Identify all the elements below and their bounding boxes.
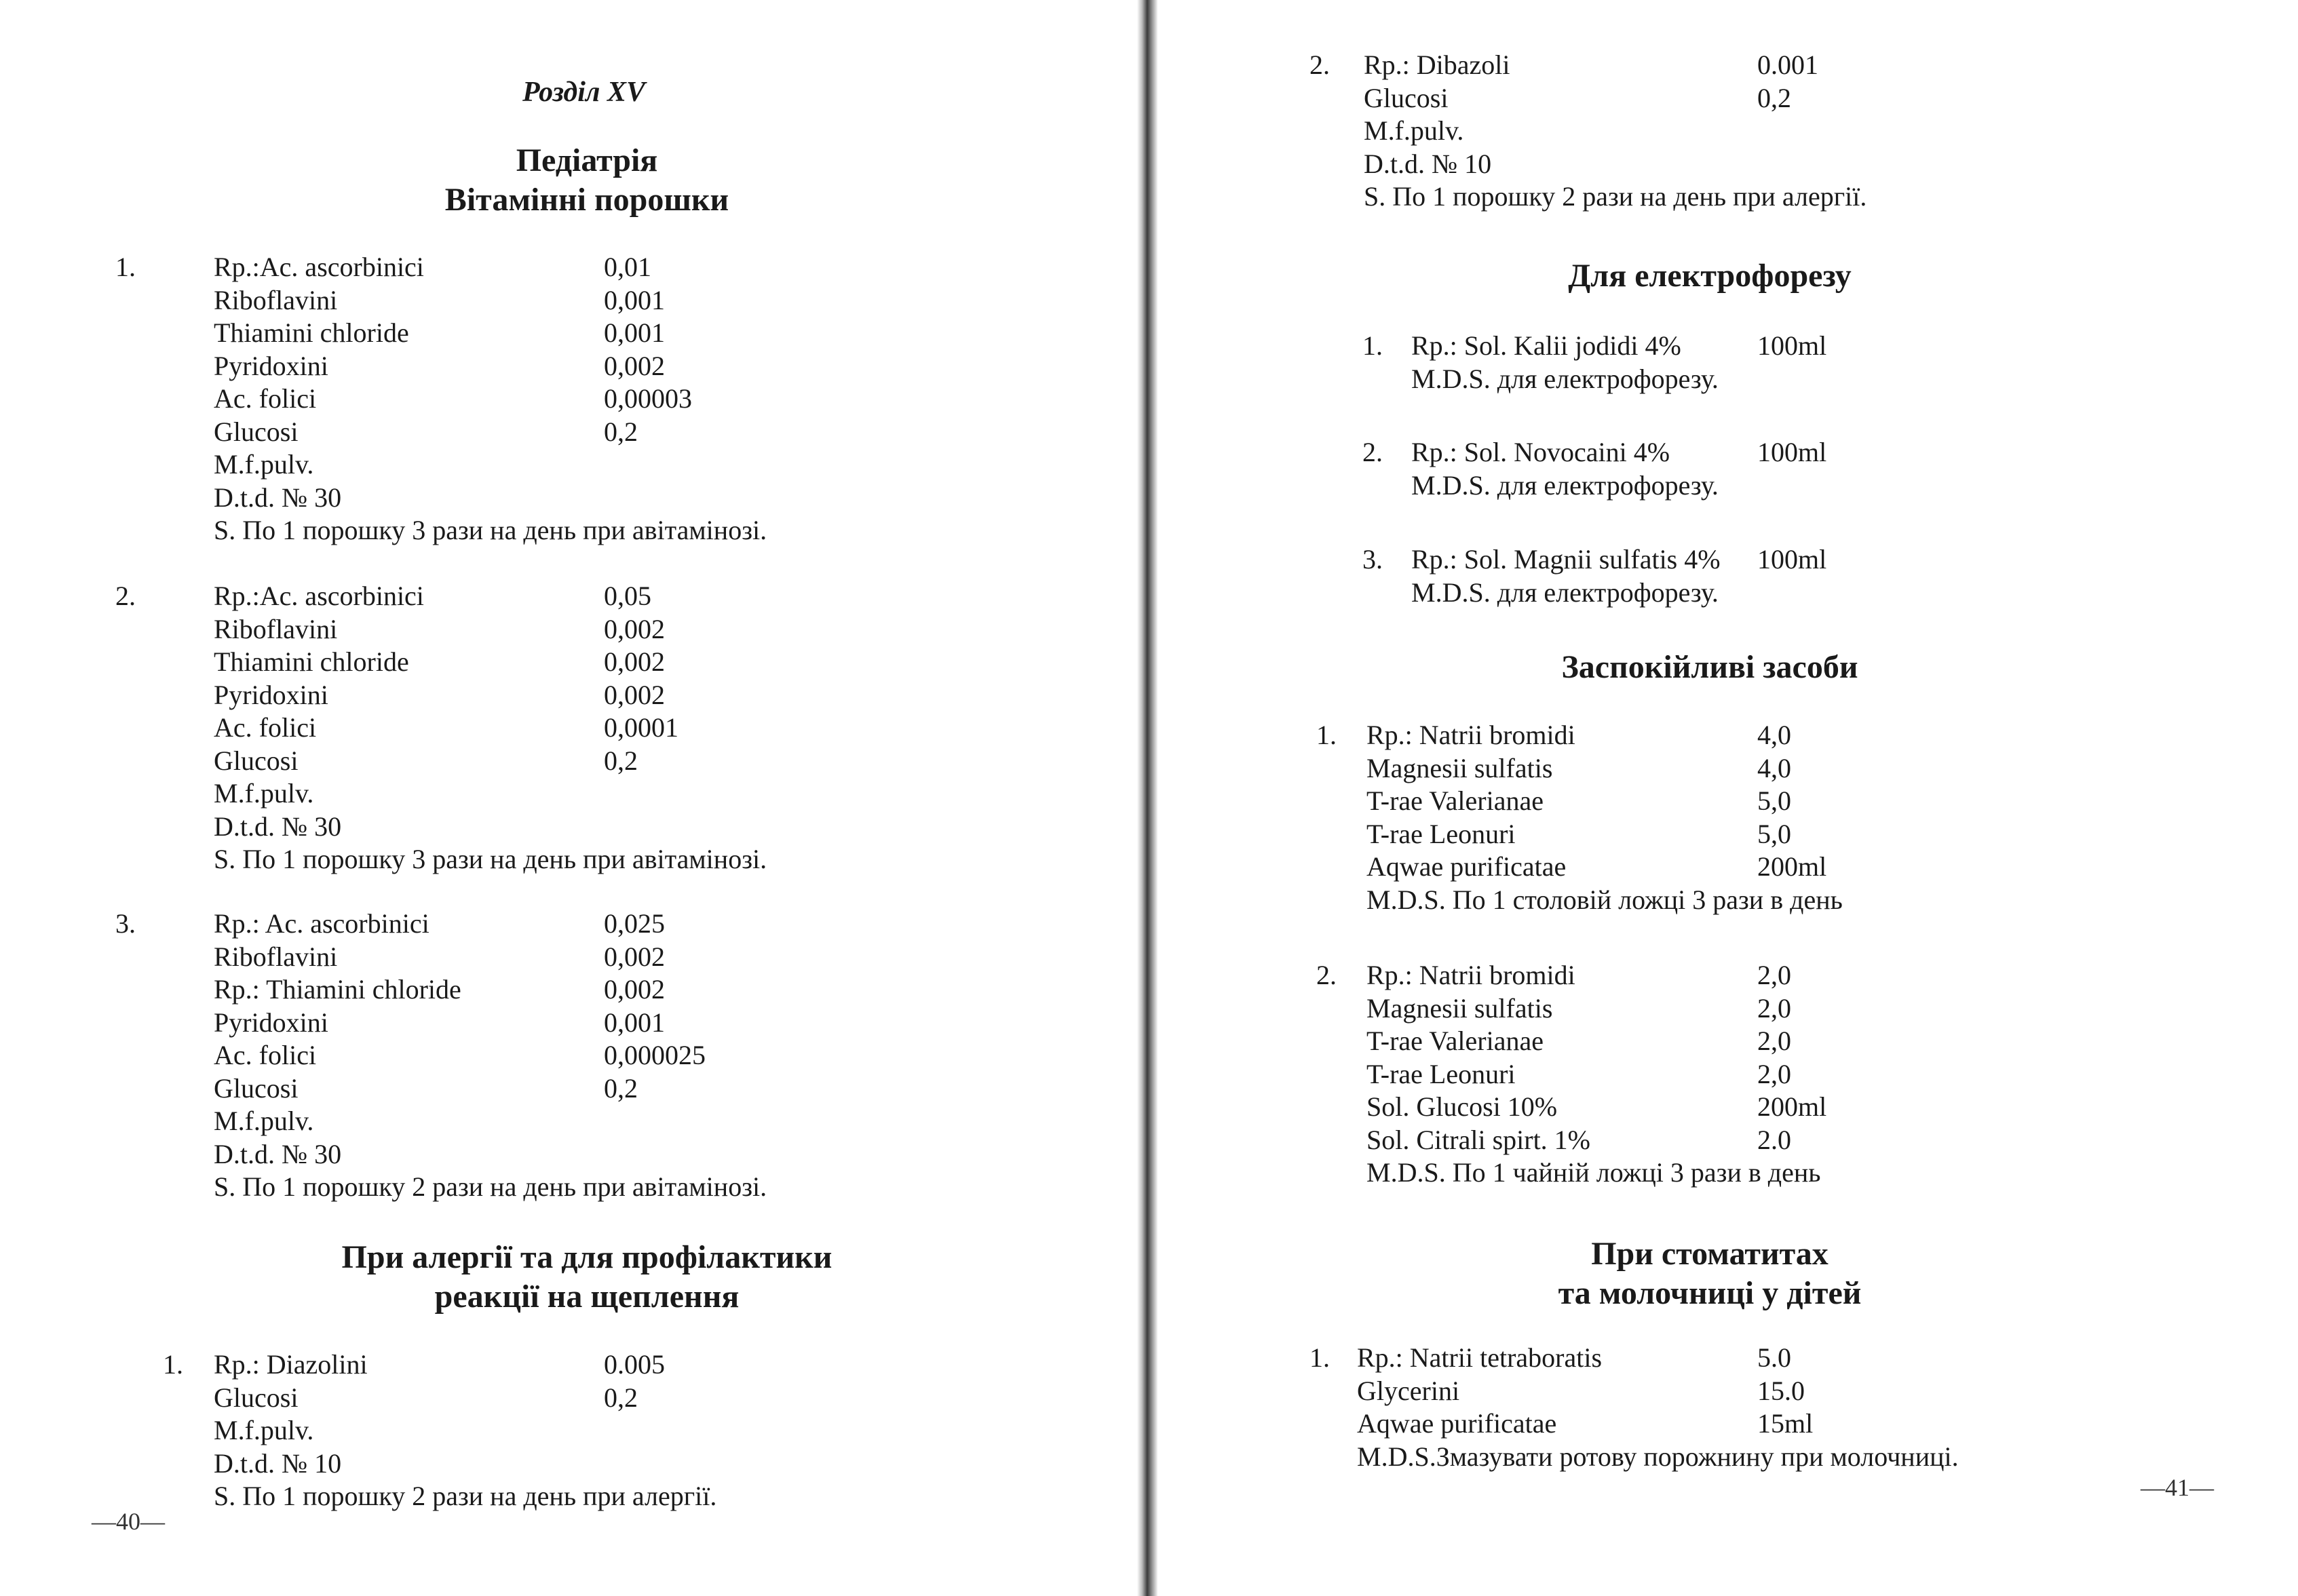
ingredient-dose: 0,002 — [604, 941, 665, 972]
ingredient-name: Sol. Citrali spirt. 1% — [1366, 1124, 1590, 1155]
allergy-title-line: реакції на щеплення — [434, 1279, 740, 1315]
ingredient-name: Aqwae purificatae — [1366, 851, 1567, 882]
ingredient-dose: 0,002 — [604, 350, 665, 381]
sedatives-title: Заспокійливі засоби — [1561, 649, 1858, 685]
ingredient-name: Glucosi — [214, 416, 299, 447]
ingredient-name: S. По 1 порошку 3 рази на день при авітамінозі. — [214, 844, 767, 874]
page-number: —40— — [92, 1508, 165, 1535]
section-subtitle-line: Вітамінні порошки — [444, 182, 729, 218]
ingredient-dose: 0,05 — [604, 581, 651, 611]
ingredient-name: S. По 1 порошку 3 рази на день при авітамінозі. — [214, 515, 767, 545]
ingredient-dose: 0,001 — [604, 1007, 665, 1038]
ingredient-dose: 4,0 — [1757, 752, 1791, 783]
ingredient-dose: 15ml — [1757, 1408, 1814, 1439]
stomatitis-title-line: При стоматитах — [1591, 1236, 1828, 1272]
section-title — [271, 141, 902, 220]
ingredient-name: Rp.: Diazolini — [214, 1349, 368, 1380]
ingredient-name: Rp.: Ac. ascorbinici — [214, 908, 429, 939]
right-page — [1153, 0, 2298, 1596]
ingredient-name: M.f.pulv. — [214, 1415, 314, 1445]
left-page — [0, 0, 1145, 1596]
ingredient-dose: 0,002 — [604, 646, 665, 677]
ingredient-name: D.t.d. № 30 — [214, 482, 342, 513]
ingredient-name: Rp.: Natrii bromidi — [1366, 720, 1575, 750]
ingredient-dose: 0.001 — [1757, 50, 1818, 80]
ingredient-name: Magnesii sulfatis — [1366, 992, 1553, 1024]
ingredient-name: M.D.S. По 1 чайній ложці 3 рази в день — [1366, 1157, 1821, 1188]
ingredient-dose: 0,0001 — [604, 712, 678, 743]
recipe-number: 3. — [115, 908, 136, 939]
ingredient-name: D.t.d. № 10 — [1364, 148, 1492, 179]
ingredient-name: S. По 1 порошку 2 рази на день при алергії. — [214, 1481, 717, 1511]
recipe-number: 1. — [1309, 1342, 1330, 1373]
ingredient-dose: 200ml — [1757, 1091, 1827, 1122]
ingredient-dose: 100ml — [1757, 330, 1827, 361]
ingredient-name: Thiamini chloride — [214, 317, 409, 348]
recipe-number: 1. — [1362, 330, 1383, 361]
ingredient-dose: 5,0 — [1757, 818, 1791, 849]
ingredient-dose: 15.0 — [1757, 1375, 1805, 1406]
ingredient-dose: 0,002 — [604, 679, 665, 710]
ingredient-name: Pyridoxini — [214, 1007, 328, 1038]
ingredient-name: Magnesii sulfatis — [1366, 752, 1553, 783]
page-number: —41— — [2141, 1474, 2214, 1501]
recipe-number: 2. — [115, 581, 136, 611]
ingredient-name: Pyridoxini — [214, 350, 328, 381]
ingredient-name: M.f.pulv. — [1364, 115, 1464, 146]
ingredient-dose: 100ml — [1757, 544, 1827, 575]
ingredient-name: M.D.S.Змазувати ротову порожнину при молочниці. — [1357, 1441, 1959, 1472]
ingredient-dose: 2,0 — [1757, 992, 1791, 1024]
ingredient-dose: 0,00003 — [604, 383, 692, 414]
electrophoresis-title: Для електрофорезу — [1568, 258, 1852, 294]
allergy-section-title — [237, 1238, 936, 1317]
ingredient-name: S. По 1 порошку 2 рази на день при авітамінозі. — [214, 1171, 767, 1202]
ingredient-name: Glucosi — [214, 745, 299, 776]
ingredient-dose: 0,025 — [604, 908, 665, 939]
ingredient-name: Aqwae purificatae — [1357, 1408, 1557, 1439]
ingredient-dose: 5.0 — [1757, 1342, 1791, 1373]
ingredient-name: Glucosi — [214, 1072, 299, 1104]
ingredient-dose: 0,002 — [604, 613, 665, 644]
ingredient-dose: 0,001 — [604, 284, 665, 315]
ingredient-name: Ac. folici — [214, 712, 317, 743]
ingredient-name: M.D.S. для електрофорезу. — [1411, 363, 1719, 394]
ingredient-name: Rp.: Natrii tetraboratis — [1357, 1342, 1603, 1373]
ingredient-dose: 2.0 — [1757, 1124, 1791, 1155]
ingredient-dose: 4,0 — [1757, 720, 1791, 750]
ingredient-dose: 100ml — [1757, 437, 1827, 467]
ingredient-dose: 0,000025 — [604, 1040, 706, 1070]
ingredient-name: M.f.pulv. — [214, 1106, 314, 1136]
recipe-number: 2. — [1316, 960, 1337, 990]
ingredient-name: D.t.d. № 30 — [214, 811, 342, 842]
ingredient-name: M.f.pulv. — [214, 778, 314, 809]
ingredient-name: Glycerini — [1357, 1375, 1460, 1406]
recipe-number: 2. — [1309, 50, 1330, 80]
ingredient-name: M.D.S. По 1 столовій ложці 3 рази в день — [1366, 884, 1843, 915]
allergy-title-line: При алергії та для профілактики — [341, 1239, 832, 1275]
recipe-number: 3. — [1362, 544, 1383, 575]
ingredient-dose: 0,002 — [604, 974, 665, 1005]
ingredient-dose: 0,001 — [604, 317, 665, 348]
ingredient-name: Rp.: Sol. Kalii jodidi 4% — [1411, 330, 1681, 361]
ingredient-name: Rp.:Ac. ascorbinici — [214, 252, 424, 282]
ingredient-name: M.D.S. для електрофорезу. — [1411, 577, 1719, 608]
ingredient-name: Thiamini chloride — [214, 646, 409, 677]
ingredient-name: M.f.pulv. — [214, 449, 314, 480]
ingredient-dose: 200ml — [1757, 851, 1827, 882]
ingredient-name: Riboflavini — [214, 941, 338, 972]
ingredient-name: T-rae Leonuri — [1366, 818, 1516, 849]
ingredient-dose: 0,01 — [604, 252, 651, 282]
ingredient-dose: 0.005 — [604, 1349, 665, 1380]
ingredient-dose: 0,2 — [604, 1382, 638, 1413]
ingredient-name: Ac. folici — [214, 383, 317, 414]
recipe-number: 1. — [115, 252, 136, 282]
ingredient-dose: 2,0 — [1757, 960, 1791, 990]
recipe-number: 1. — [1316, 720, 1337, 750]
section-title-line: Педіатрія — [516, 142, 658, 178]
ingredient-name: Glucosi — [214, 1382, 299, 1413]
ingredient-dose: 0,2 — [604, 416, 638, 447]
stomatitis-title-line: та молочниці у дітей — [1558, 1275, 1862, 1311]
ingredient-dose: 5,0 — [1757, 785, 1791, 816]
ingredient-name: S. По 1 порошку 2 рази на день при алергії. — [1364, 181, 1867, 212]
ingredient-name: D.t.d. № 30 — [214, 1138, 342, 1169]
ingredient-name: M.D.S. для електрофорезу. — [1411, 469, 1719, 501]
ingredient-name: Rp.:Ac. ascorbinici — [214, 581, 424, 611]
ingredient-name: T-rae Valerianae — [1366, 1026, 1544, 1056]
ingredient-name: Rp.: Sol. Novocaini 4% — [1411, 437, 1670, 467]
ingredient-name: Rp.: Natrii bromidi — [1366, 960, 1575, 990]
ingredient-name: Ac. folici — [214, 1040, 317, 1070]
ingredient-name: Riboflavini — [214, 613, 338, 644]
ingredient-name: Riboflavini — [214, 284, 338, 315]
ingredient-dose: 0,2 — [604, 1072, 638, 1104]
recipe-number: 1. — [163, 1349, 183, 1380]
ingredient-name: Rp.: Dibazoli — [1364, 50, 1510, 80]
ingredient-name: Sol. Glucosi 10% — [1366, 1091, 1558, 1122]
ingredient-name: Glucosi — [1364, 82, 1449, 113]
ingredient-name: T-rae Leonuri — [1366, 1058, 1516, 1089]
ingredient-dose: 2,0 — [1757, 1058, 1791, 1089]
ingredient-dose: 0,2 — [1757, 82, 1791, 113]
chapter-label: Розділ XV — [522, 77, 646, 108]
stomatitis-title — [1371, 1234, 2049, 1313]
ingredient-name: Rp.: Thiamini chloride — [214, 974, 461, 1005]
ingredient-name: D.t.d. № 10 — [214, 1447, 342, 1479]
ingredient-name: Pyridoxini — [214, 679, 328, 710]
ingredient-dose: 0,2 — [604, 745, 638, 776]
ingredient-name: Rp.: Sol. Magnii sulfatis 4% — [1411, 544, 1721, 575]
ingredient-name: T-rae Valerianae — [1366, 785, 1544, 816]
recipe-number: 2. — [1362, 437, 1383, 467]
ingredient-dose: 2,0 — [1757, 1026, 1791, 1056]
